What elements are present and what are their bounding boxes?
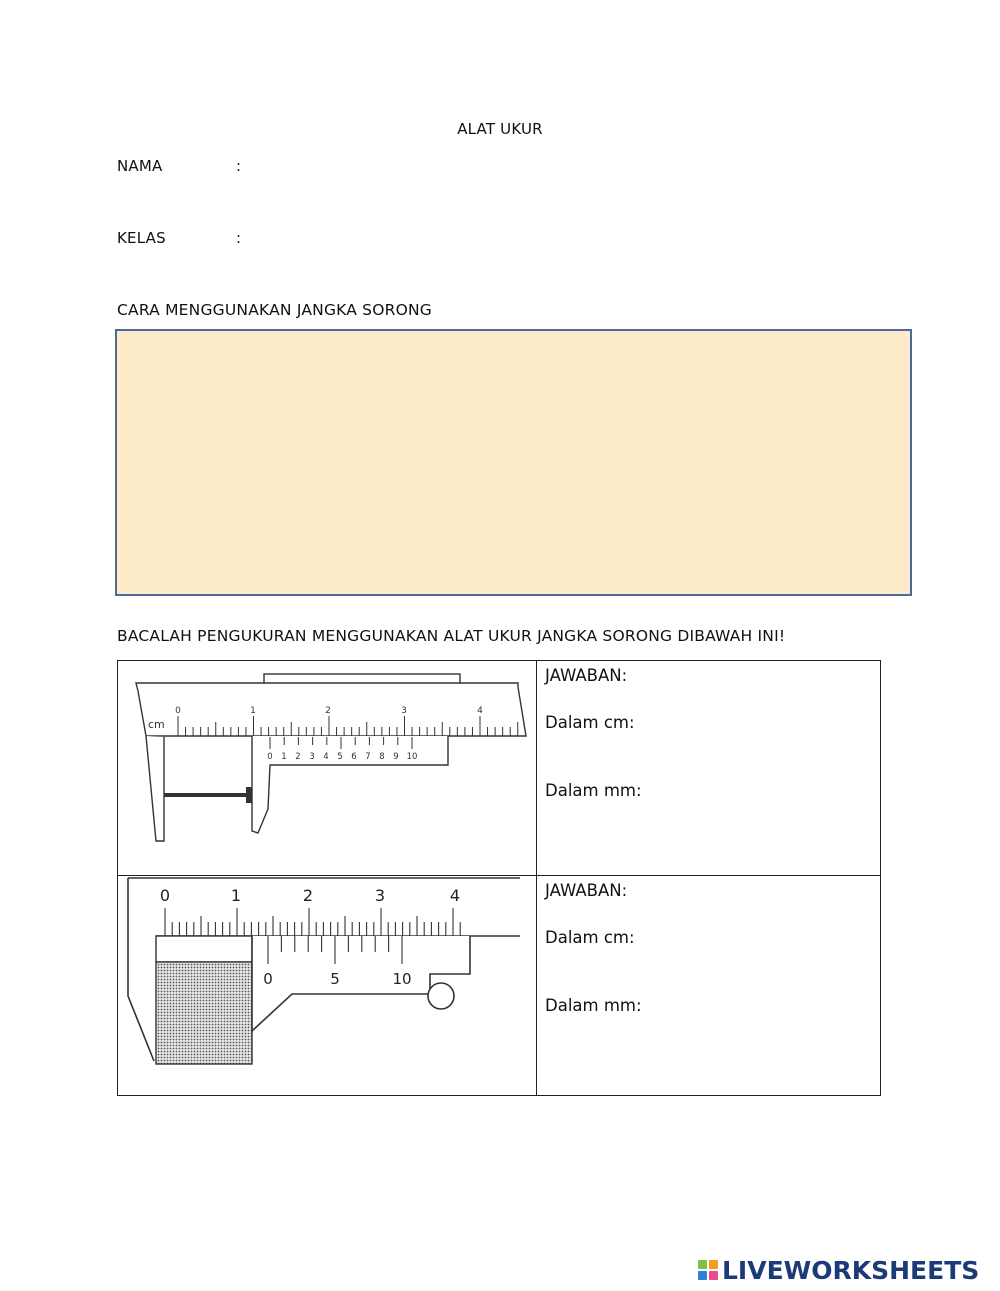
caliper-1-vernier-number: 2 — [295, 752, 301, 762]
worksheet-title: ALAT UKUR — [457, 120, 543, 138]
caliper-2-illustration — [118, 876, 536, 1091]
caliper-1-vernier-number: 0 — [267, 752, 273, 762]
class-colon: : — [236, 229, 242, 247]
name-label: NAMA — [117, 157, 163, 175]
caliper-2-main-number: 1 — [230, 886, 242, 905]
caliper-2-main-scale-ticks — [165, 908, 460, 936]
caliper-2-vernier-number: 0 — [263, 970, 273, 988]
caliper-1-vernier-number: 4 — [323, 752, 329, 762]
caliper-1-vernier-number: 1 — [281, 752, 287, 762]
caliper-2-main-number: 3 — [374, 886, 386, 905]
answer-mm-label: Dalam mm: — [545, 996, 642, 1015]
liveworksheets-logo — [698, 1255, 979, 1285]
caliper-1-vernier-number: 10 — [406, 752, 418, 762]
answer-cm-label: Dalam cm: — [545, 713, 635, 732]
caliper-1-main-number: 3 — [401, 706, 407, 716]
caliper-1-vernier-number: 7 — [365, 752, 371, 762]
question-2-image-cell — [118, 876, 537, 1096]
caliper-1-unit-label: cm — [148, 718, 165, 731]
caliper-1-main-number: 4 — [477, 706, 483, 716]
question-2-answer-cell[interactable] — [537, 876, 881, 1096]
question-1-answer-cell[interactable] — [537, 661, 881, 876]
section-heading-reading: BACALAH PENGUKURAN MENGGUNAKAN ALAT UKUR JANGKA SORONG DIBAWAH INI! — [117, 627, 786, 645]
caliper-1-vernier-number: 8 — [379, 752, 385, 762]
answer-mm-label: Dalam mm: — [545, 781, 642, 800]
answer-heading: JAWABAN: — [545, 666, 628, 685]
caliper-1-main-number: 1 — [250, 706, 256, 716]
answer-cm-label: Dalam cm: — [545, 928, 635, 947]
caliper-1-vernier-number: 6 — [351, 752, 357, 762]
brand-name: LIVEWORKSHEETS — [722, 1255, 980, 1285]
caliper-1-main-number: 0 — [175, 706, 181, 716]
answer-heading: JAWABAN: — [545, 881, 628, 900]
caliper-1-illustration — [118, 661, 536, 871]
caliper-1-main-number: 2 — [325, 706, 331, 716]
class-label: KELAS — [117, 229, 166, 247]
question-1-image-cell — [118, 661, 537, 876]
caliper-1-vernier-number: 5 — [337, 752, 343, 762]
name-colon: : — [236, 157, 242, 175]
caliper-1-vernier-number: 9 — [393, 752, 399, 762]
question-table — [117, 660, 881, 1096]
caliper-2-main-number: 4 — [449, 886, 461, 905]
caliper-2-vernier-number: 10 — [392, 970, 412, 988]
caliper-2-main-number: 2 — [302, 886, 314, 905]
section-heading-usage: CARA MENGGUNAKAN JANGKA SORONG — [117, 301, 432, 319]
caliper-2-vernier-number: 5 — [330, 970, 340, 988]
liveworksheets-mark-icon — [698, 1260, 718, 1280]
caliper-1-vernier-number: 3 — [309, 752, 315, 762]
caliper-2-main-number: 0 — [159, 886, 171, 905]
usage-answer-box[interactable] — [115, 329, 912, 596]
